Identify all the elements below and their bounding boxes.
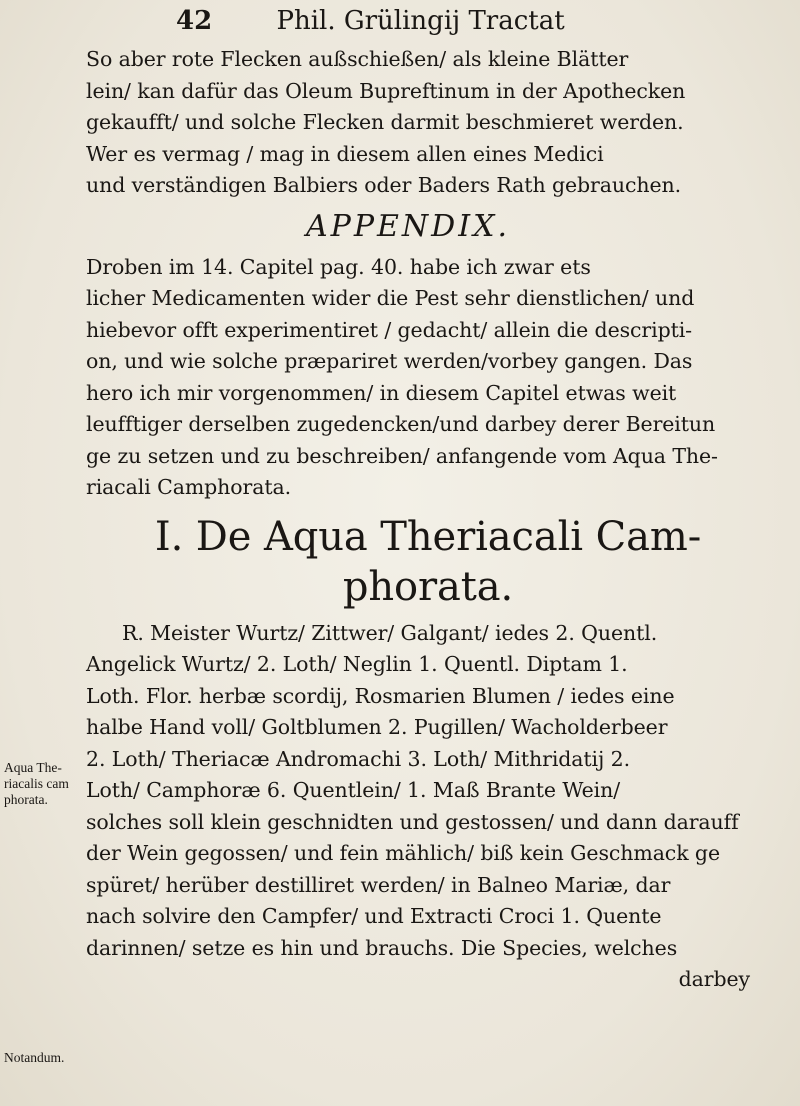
text-line: Loth. Flor. herbæ scordij, Rosmarien Blumen / iedes eine (86, 683, 675, 708)
text-line: solches soll klein geschnidten und gestossen/ und dann darauff (86, 809, 739, 834)
text-line: nach solvire den Campfer/ und Extracti Croci 1. Quente (86, 904, 662, 928)
page-number: 42 (176, 6, 213, 36)
text-line: hiebevor offt experimentiret / gedacht/ allein die descripti- (86, 317, 693, 342)
margin-note-line: riacalis cam (4, 776, 69, 791)
margin-note-line: phorata. (4, 792, 48, 807)
text-line: gekaufft/ und solche Flecken darmit beschmieret werden. (86, 110, 684, 134)
text-line: riacali Camphorata. (86, 475, 292, 499)
section-title-line: I. De Aqua Theriacali Cam- (154, 513, 702, 560)
recipe-paragraph (86, 618, 770, 996)
section-title (86, 512, 770, 612)
margin-note-notandum: Notandum. (4, 1050, 65, 1065)
text-line: und verständigen Balbiers oder Baders Rath gebrauchen. (86, 173, 681, 197)
margin-note-aqua (4, 760, 74, 808)
text-line: darinnen/ setze es hin und brauchs. Die Species, welches (86, 935, 678, 960)
text-line: ge zu setzen und zu beschreiben/ anfangende vom Aqua The- (86, 443, 718, 468)
text-line: halbe Hand voll/ Goltblumen 2. Pugillen/ Wacholderbeer (86, 715, 668, 739)
text-line: Loth/ Camphoræ 6. Quentlein/ 1. Maß Brante Wein/ (86, 778, 621, 802)
paragraph-appendix (86, 252, 770, 504)
text-line: spüret/ herüber destilliret werden/ in Balneo Mariæ, dar (86, 872, 671, 897)
page-body (86, 44, 770, 996)
text-line: licher Medicamenten wider die Pest sehr dienstlichen/ und (86, 286, 695, 310)
text-line: Angelick Wurtz/ 2. Loth/ Neglin 1. Quentl. Diptam 1. (86, 652, 628, 676)
text-line: lein/ kan dafür das Oleum Bupreftinum in der Apothecken (86, 78, 686, 103)
text-line: der Wein gegossen/ und fein mählich/ biß kein Geschmack ge (86, 841, 720, 865)
text-line: leufftiger derselben zugedencken/und darbey derer Bereitun (86, 412, 716, 436)
page-header (176, 6, 565, 36)
text-line: So aber rote Flecken außschießen/ als kleine Blätter (86, 47, 629, 71)
paragraph-flecken (86, 44, 770, 202)
text-line: 2. Loth/ Theriacæ Andromachi 3. Loth/ Mithridatij 2. (86, 746, 631, 771)
appendix-heading: APPENDIX. (306, 208, 510, 244)
text-line: darbey (678, 967, 750, 991)
margin-note-line: Aqua The- (4, 760, 62, 775)
text-line: Wer es vermag / mag in diesem allen eines Medici (86, 141, 604, 166)
text-line: hero ich mir vorgenommen/ in diesem Capitel etwas weit (86, 380, 677, 405)
text-line: Droben im 14. Capitel pag. 40. habe ich zwar ets (86, 254, 591, 279)
section-title-line: phorata. (342, 563, 514, 610)
text-line: on, und wie solche præpariret werden/vorbey gangen. Das (86, 349, 693, 373)
text-line: R. Meister Wurtz/ Zittwer/ Galgant/ iedes 2. Quentl. (122, 620, 658, 645)
running-title: Phil. Grülingij Tractat (276, 6, 565, 36)
